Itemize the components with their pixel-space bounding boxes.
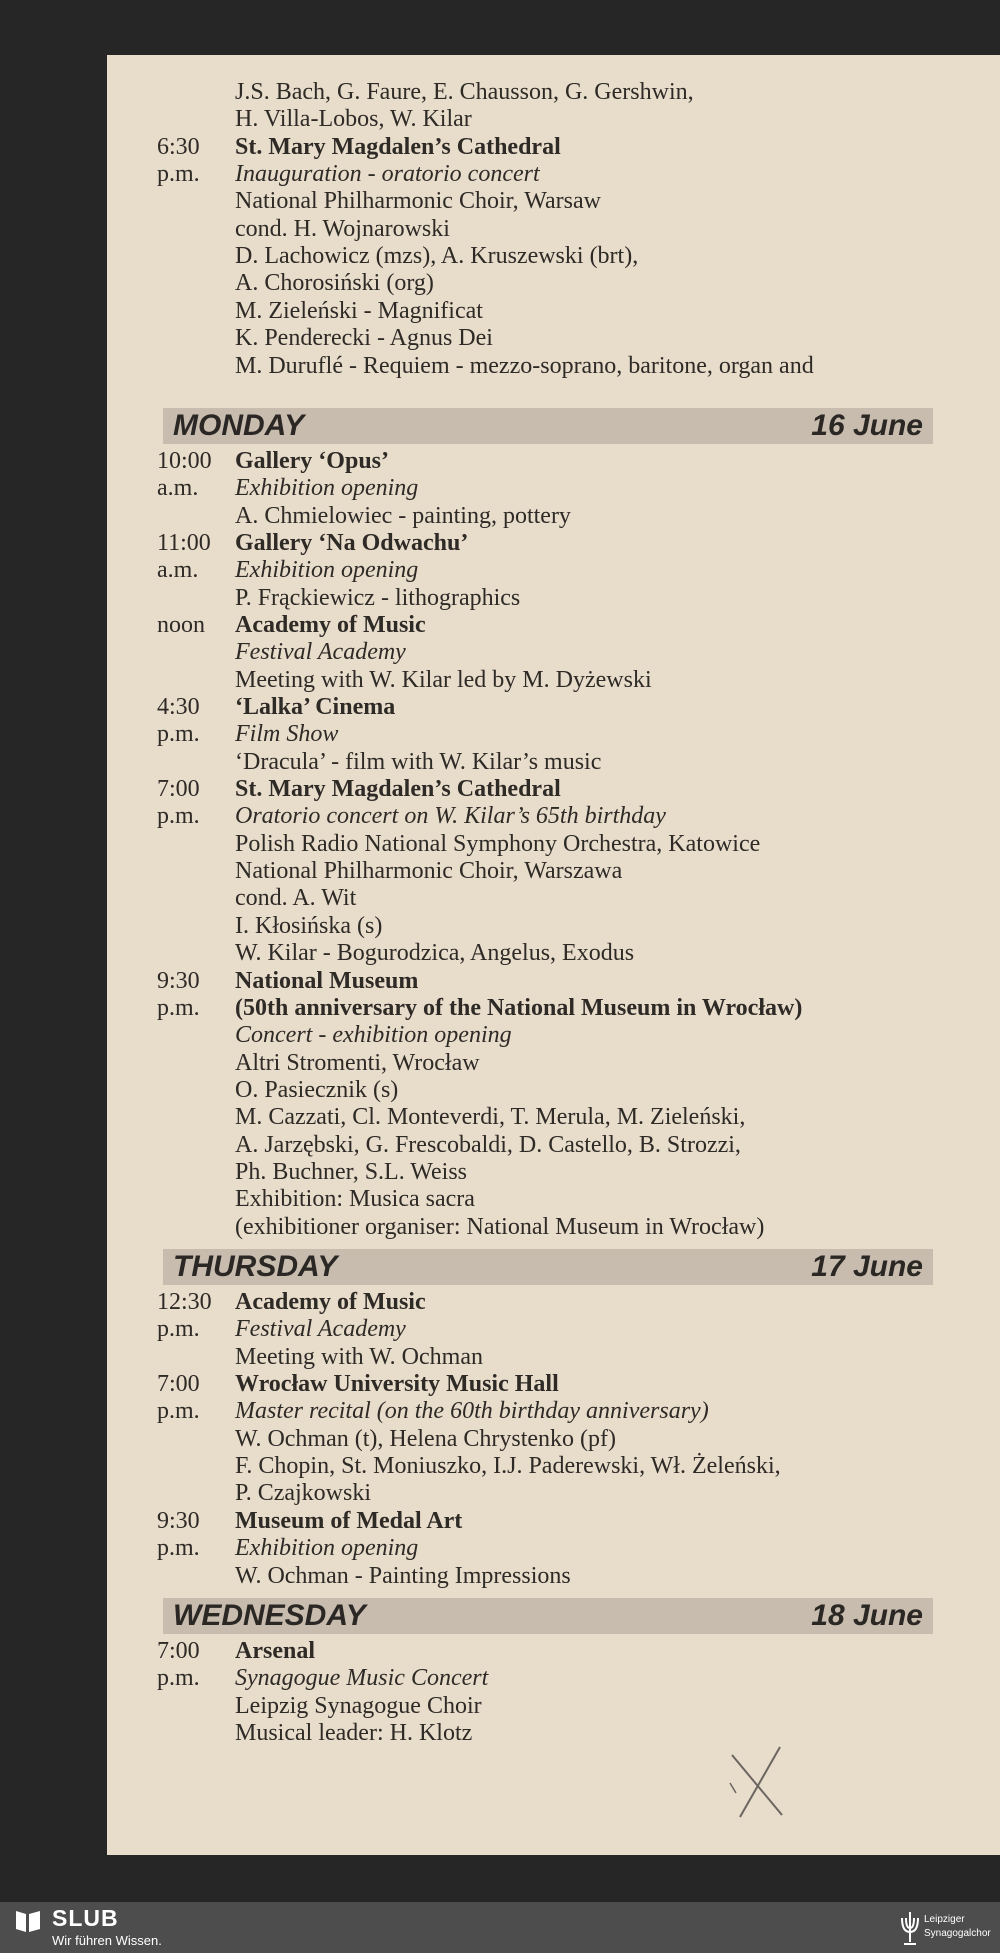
event-detail: Musical leader: H. Klotz xyxy=(235,1719,473,1746)
day-name: WEDNESDAY xyxy=(173,1598,366,1632)
time-label: p.m. xyxy=(157,803,200,830)
time-label: p.m. xyxy=(157,1316,200,1343)
day-header xyxy=(163,1249,933,1285)
time-label: p.m. xyxy=(157,721,200,748)
event-type: Inauguration - oratorio concert xyxy=(235,161,540,188)
day-name: THURSDAY xyxy=(173,1250,338,1283)
event-detail: Leipzig Synagogue Choir xyxy=(235,1692,482,1719)
venue-name: St. Mary Magdalen’s Cathedral xyxy=(235,776,561,803)
day-name: MONDAY xyxy=(173,408,305,442)
program-card xyxy=(107,55,1000,1855)
event-detail: ‘Dracula’ - film with W. Kilar’s music xyxy=(235,748,602,775)
time-label: p.m. xyxy=(157,1665,200,1692)
time-label: 9:30 xyxy=(157,1507,200,1534)
event-type: Film Show xyxy=(235,721,339,748)
event-detail: cond. H. Wojnarowski xyxy=(235,215,450,242)
venue-name: Gallery ‘Na Odwachu’ xyxy=(235,529,469,556)
time-label: a.m. xyxy=(157,475,199,502)
event-detail: Meeting with W. Ochman xyxy=(235,1343,483,1370)
event-detail: D. Lachowicz (mzs), A. Kruszewski (brt), xyxy=(235,243,639,270)
event-detail: Exhibition: Musica sacra xyxy=(235,1186,475,1213)
event-detail: A. Jarzębski, G. Frescobaldi, D. Castello, B. Strozzi, xyxy=(235,1131,741,1158)
event-type: Concert - exhibition opening xyxy=(235,1022,512,1049)
event-detail: M. Duruflé - Requiem - mezzo-soprano, baritone, organ and xyxy=(235,352,814,379)
event-type: Master recital (on the 60th birthday anniversary) xyxy=(235,1398,709,1425)
event-type: Festival Academy xyxy=(235,639,406,666)
library-tagline: Wir führen Wissen. xyxy=(52,1933,162,1948)
partner-name-line2: Synagogalchor xyxy=(924,1928,991,1939)
library-name: SLUB xyxy=(52,1905,119,1931)
event-detail: Meeting with W. Kilar led by M. Dyżewski xyxy=(235,666,652,693)
event-detail: H. Villa-Lobos, W. Kilar xyxy=(235,106,472,133)
time-label: 7:00 xyxy=(157,1371,200,1398)
event-detail: Altri Stromenti, Wrocław xyxy=(235,1049,480,1076)
partner-name xyxy=(924,1913,991,1941)
event-detail: A. Chorosiński (org) xyxy=(235,270,434,297)
day-date: 16 June xyxy=(811,408,923,442)
event-detail: K. Penderecki - Agnus Dei xyxy=(235,325,493,352)
event-detail: M. Cazzati, Cl. Monteverdi, T. Merula, M. Zieleński, xyxy=(235,1104,746,1131)
event-detail: (exhibitioner organiser: National Museum in Wrocław) xyxy=(235,1213,765,1240)
event-detail: Polish Radio National Symphony Orchestra, Katowice xyxy=(235,830,761,857)
time-label: a.m. xyxy=(157,557,199,584)
event-detail: W. Ochman (t), Helena Chrystenko (pf) xyxy=(235,1425,616,1452)
day-header xyxy=(163,1598,933,1634)
event-detail: W. Kilar - Bogurodzica, Angelus, Exodus xyxy=(235,940,635,967)
time-label: 11:00 xyxy=(157,529,211,556)
event-detail: I. Kłosińska (s) xyxy=(235,912,383,939)
venue-name: Museum of Medal Art xyxy=(235,1507,463,1534)
open-book-icon xyxy=(14,1908,42,1934)
event-detail: Ph. Buchner, S.L. Weiss xyxy=(235,1158,467,1185)
pencil-cross-mark xyxy=(722,1735,792,1825)
event-type: Oratorio concert on W. Kilar’s 65th birthday xyxy=(235,803,666,830)
venue-name: ‘Lalka’ Cinema xyxy=(235,694,396,720)
event-type: Exhibition opening xyxy=(235,475,419,502)
event-detail: A. Chmielowiec - painting, pottery xyxy=(235,502,571,529)
time-label: noon xyxy=(157,611,205,638)
day-header xyxy=(163,408,933,444)
venue-name: Wrocław University Music Hall xyxy=(235,1371,559,1398)
footer-bar xyxy=(0,1902,1000,1953)
menorah-icon xyxy=(898,1908,922,1948)
time-label: p.m. xyxy=(157,1535,200,1562)
time-label: 7:00 xyxy=(157,776,200,803)
venue-name: Arsenal xyxy=(235,1637,315,1664)
time-label: 6:30 xyxy=(157,133,200,160)
time-label: p.m. xyxy=(157,994,200,1021)
time-label: 7:00 xyxy=(157,1637,200,1664)
event-detail: National Philharmonic Choir, Warsaw xyxy=(235,188,601,215)
time-label: 10:00 xyxy=(157,447,212,474)
venue-name: Gallery ‘Opus’ xyxy=(235,447,389,474)
event-detail: M. Zieleński - Magnificat xyxy=(235,297,483,324)
venue-name: St. Mary Magdalen’s Cathedral xyxy=(235,133,561,160)
event-type: Exhibition opening xyxy=(235,557,419,584)
time-label: p.m. xyxy=(157,1398,200,1425)
event-detail: O. Pasiecznik (s) xyxy=(235,1076,399,1103)
event-detail: J.S. Bach, G. Faure, E. Chausson, G. Gershwin, xyxy=(235,79,694,105)
time-label: 12:30 xyxy=(157,1289,212,1315)
day-date: 17 June xyxy=(811,1250,923,1283)
event-type: Festival Academy xyxy=(235,1316,406,1343)
venue-name: Academy of Music xyxy=(235,1289,426,1315)
event-detail: cond. A. Wit xyxy=(235,885,357,912)
event-type: Exhibition opening xyxy=(235,1535,419,1562)
event-type: Synagogue Music Concert xyxy=(235,1665,489,1692)
time-label: p.m. xyxy=(157,161,200,188)
day-date: 18 June xyxy=(811,1598,923,1632)
time-label: 4:30 xyxy=(157,694,200,720)
venue-name: (50th anniversary of the National Museum in Wrocław) xyxy=(235,994,803,1021)
partner-name-line1: Leipziger xyxy=(924,1914,965,1925)
event-detail: P. Czajkowski xyxy=(235,1480,372,1507)
event-detail: W. Ochman - Painting Impressions xyxy=(235,1562,571,1589)
time-label: 9:30 xyxy=(157,967,200,994)
venue-name: National Museum xyxy=(235,967,419,994)
event-detail: F. Chopin, St. Moniuszko, I.J. Paderewski, Wł. Żeleński, xyxy=(235,1453,781,1480)
event-detail: P. Frąckiewicz - lithographics xyxy=(235,584,521,611)
venue-name: Academy of Music xyxy=(235,611,426,638)
event-detail: National Philharmonic Choir, Warszawa xyxy=(235,858,623,885)
